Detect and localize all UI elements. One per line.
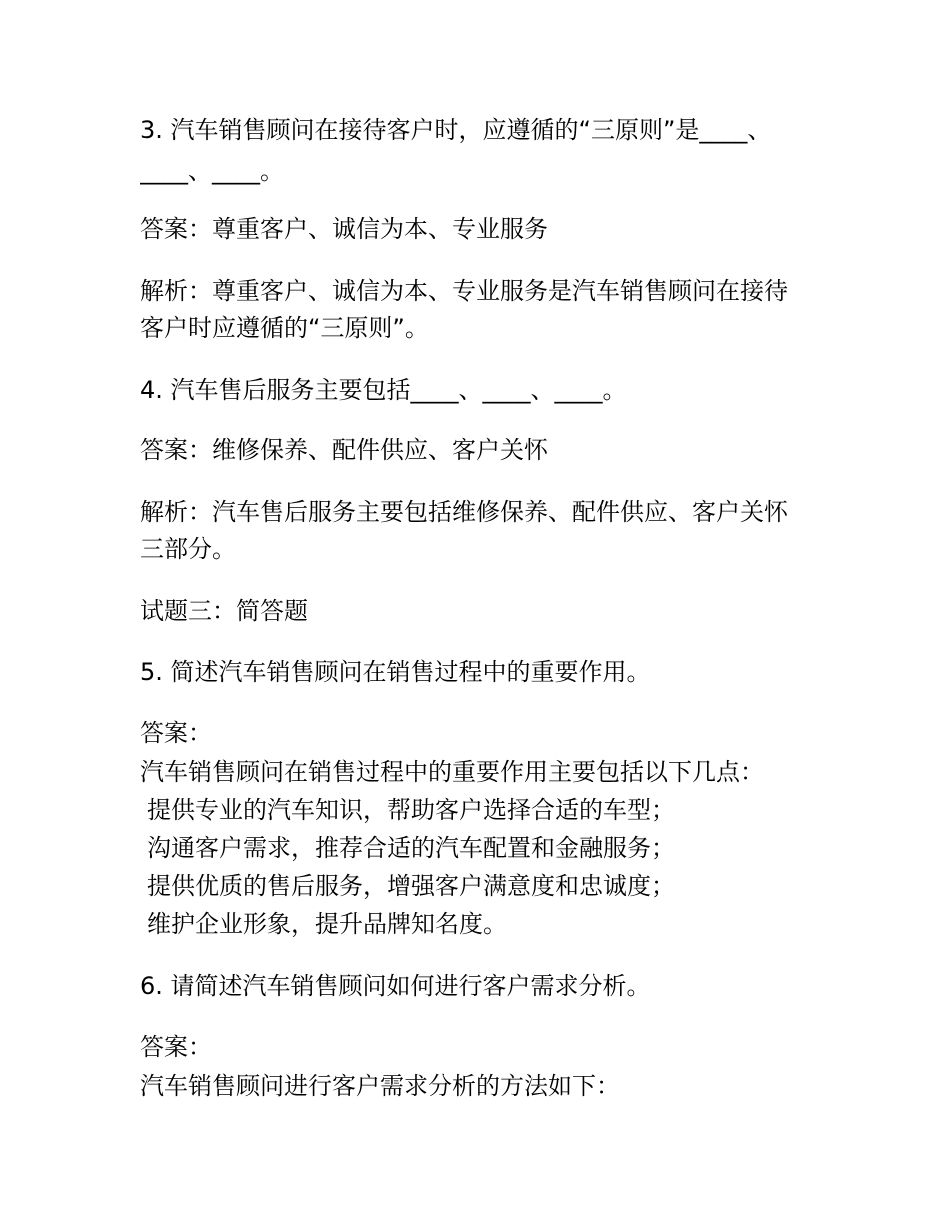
question-3-line-1: 3. 汽车销售顾问在接待客户时，应遵循的“三原则”是____、 [140,116,772,144]
question-5: 5. 简述汽车销售顾问在销售过程中的重要作用。 [140,658,651,686]
question-5-point-4: 维护企业形象，提升品牌知名度。 [147,910,507,938]
question-4-answer: 答案：维修保养、配件供应、客户关怀 [140,436,548,464]
question-5-point-1: 提供专业的汽车知识，帮助客户选择合适的车型； [147,796,675,824]
question-4: 4. 汽车售后服务主要包括____、____、____。 [140,376,627,404]
question-3-analysis-line-2: 客户时应遵循的“三原则”。 [140,314,429,342]
question-5-answer-label: 答案： [140,719,212,747]
question-3-analysis-line-1: 解析：尊重客户、诚信为本、专业服务是汽车销售顾问在接待 [140,277,788,305]
section-3-heading: 试题三：简答题 [140,597,308,625]
question-6-answer-intro: 汽车销售顾问进行客户需求分析的方法如下： [140,1072,620,1100]
question-5-point-3: 提供优质的售后服务，增强客户满意度和忠诚度； [147,872,675,900]
question-5-answer-intro: 汽车销售顾问在销售过程中的重要作用主要包括以下几点： [140,758,764,786]
question-4-analysis-line-1: 解析：汽车售后服务主要包括维修保养、配件供应、客户关怀 [140,498,788,526]
question-3-answer: 答案：尊重客户、诚信为本、专业服务 [140,215,548,243]
question-6-answer-label: 答案： [140,1033,212,1061]
question-5-point-2: 沟通客户需求，推荐合适的汽车配置和金融服务； [147,834,675,862]
question-6: 6. 请简述汽车销售顾问如何进行客户需求分析。 [140,972,651,1000]
question-4-analysis-line-2: 三部分。 [140,535,236,563]
question-3-line-2: ____、____。 [140,157,284,185]
